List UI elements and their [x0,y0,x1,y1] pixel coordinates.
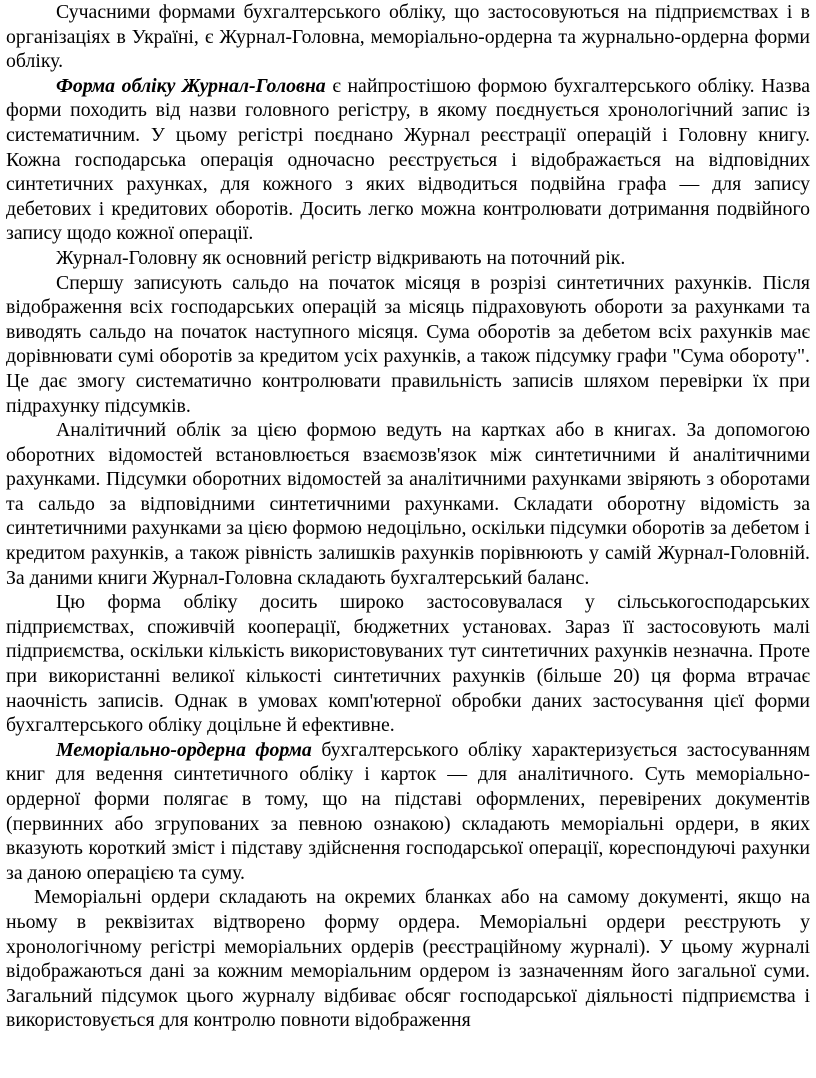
paragraph-analytics-text: Аналітичний облік за цією формою ведуть на картках або в книгах. За допомогою оборотних відомостей встановлюється взаємозв'язок між синтетичними й аналітичними рахунками. Підсумки оборотних відомостей за аналітичними рахунками звіряють з оборотами та сальдо за відповідними синтетичними рахунками. Складати оборотну відомість за синтетичними рахунками за цією формою недоцільно, оскільки підсумки оборотів за дебетом і кредитом рахунків, а також рівність залишків рахунків порівнюють у самій Журнал-Головній. За даними книги Журнал-Головна складають бухгалтерський баланс. [6,419,810,589]
paragraph-memorial-orders-text: Меморіальні ордери складають на окремих бланках або на самому документі, якщо на ньому в реквізитах відтворено форму ордера. Меморіальні ордери реєструють у хронологічному регістрі меморіальних ордерів (реєстраційному журналі). У цьому журналі відображаються дані за кожним меморіальним ордером із зазначенням його загальної суми. Загальний підсумок цього журналу відбиває обсяг господарської діяльності підприємства і використовується для контролю повноти відображення [6,886,810,1032]
paragraph-memorial-order-text: бухгалтерського обліку характеризується застосуванням книг для ведення синтетичного обліку і карток — для аналітичного. Суть меморіально-ордерної форми полягає в тому, що на підставі оформлених, перевірених документів (первинних або згрупованих за певною ознакою) складають меморіальні ордери, в яких вказують короткий зміст і підставу здійснення господарської операції, кореспондуючі рахунки за даною операцією та суму. [6,738,810,884]
paragraph-balance [6,271,810,419]
paragraph-usage [6,590,810,738]
paragraph-journal-main-form [6,74,810,246]
paragraph-balance-text: Спершу записують сальдо на початок місяця в розрізі синтетичних рахунків. Після відображення всіх господарських операцій за місяць підраховують обороти за рахунками та виводять сальдо на початок наступного місяця. Сума оборотів за дебетом всіх рахунків має дорівнювати сумі оборотів за кредитом усіх рахунків, а також підсумку графи "Сума обороту". Це дає змогу систематично контролювати правильність записів шляхом перевірки їх при підрахунку підсумків. [6,271,810,417]
paragraph-memorial-order-form [6,738,810,886]
paragraph-usage-text: Цю форма обліку досить широко застосовувалася у сільськогосподарських підприємствах, споживчій кооперації, бюджетних установах. Зараз її застосовують малі підприємства, оскільки кількість використовуваних тут синтетичних рахунків незначна. Проте при використанні великої кількості синтетичних рахунків (більше 20) ця форма втрачає наочність записів. Однак в умовах комп'ютерної обробки даних застосування цієї форми бухгалтерського обліку доцільне й ефективне. [6,591,810,737]
paragraph-journal-main-lead: Форма обліку Журнал-Головна [56,74,326,97]
paragraph-intro-text: Сучасними формами бухгалтерського обліку, що застосовуються на підприємствах і в організаціях в Україні, є Журнал-Головна, меморіально-ордерна та журнально-ордерна форми обліку. [6,1,810,73]
paragraph-journal-opening [6,246,810,271]
paragraph-journal-opening-text: Журнал-Головну як основний регістр відкривають на поточний рік. [56,246,626,269]
paragraph-intro [6,0,810,74]
paragraph-analytics [6,418,810,590]
paragraph-journal-main-text: є найпростішою формою бухгалтерського обліку. Назва форми походить від назви головного регістру, в якому поєднується хронологічний запис із систематичним. У цьому регістрі поєднано Журнал реєстрації операцій і Головну книгу. Кожна господарська операція одночасно реєструється і відображається на відповідних синтетичних рахунках, для кожного з яких відводиться подвійна графа — для запису дебетових і кредитових оборотів. Досить легко можна контролювати дотримання подвійного запису щодо кожної операції. [6,74,810,245]
paragraph-memorial-order-lead: Меморіально-ордерна форма [56,738,312,761]
paragraph-memorial-orders [6,885,810,1033]
